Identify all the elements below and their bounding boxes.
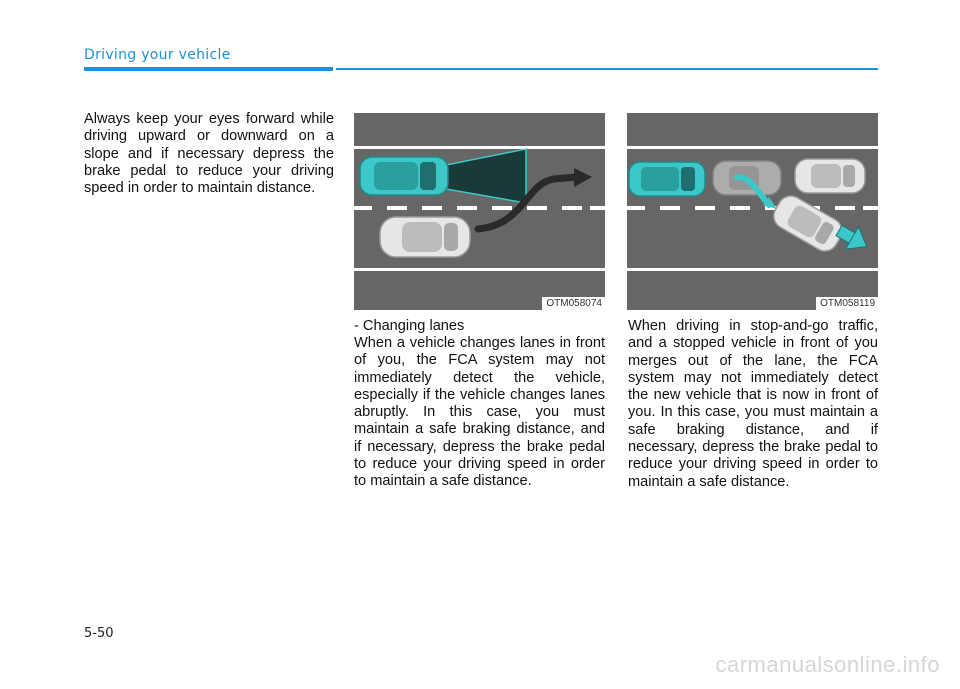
slope-driving-paragraph: Always keep your eyes forward while driving upward or downward on a slope and if necessary depress the brake pedal to reduce your driving speed in order to maintain distance. [84, 111, 334, 197]
lane-edge-bottom [354, 268, 605, 271]
figure-changing-lanes [354, 113, 605, 310]
front-vehicle [795, 159, 865, 193]
road-surface [627, 113, 878, 310]
figure-code: OTM058119 [816, 297, 878, 310]
watermark: carmanualsonline.info [715, 652, 940, 677]
own-vehicle [360, 157, 448, 195]
section-title: Driving your vehicle [84, 47, 231, 63]
page-number: 5-50 [84, 626, 114, 641]
changing-lanes-illustration [354, 113, 605, 310]
lane-edge-top [627, 146, 878, 149]
own-vehicle [629, 162, 705, 196]
header-rule-thick [84, 67, 333, 71]
stop-and-go-paragraph: When driving in stop-and-go traffic, and a stopped vehicle in front of you merges out of the lane, the FCA system may not immediately detect the new vehicle that is now in front of you. In this case, you must maintain a safe braking distance, and if necessary, depress the brake pedal to reduce your driving speed in order to maintain a safe distance. [628, 318, 878, 490]
header-rule-thin [336, 68, 878, 70]
figure-stop-and-go [627, 113, 878, 310]
subheading-changing-lanes: - Changing lanes [354, 318, 465, 334]
lane-edge-bottom [627, 268, 878, 271]
figure-code: OTM058074 [542, 297, 605, 310]
stop-and-go-illustration [627, 113, 878, 310]
road-surface [354, 113, 605, 310]
changing-lanes-vehicle [380, 217, 470, 257]
lane-edge-top [354, 146, 605, 149]
changing-lanes-paragraph: When a vehicle changes lanes in front of you, the FCA system may not immediately detect the vehicle, especially if the vehicle changes lanes abruptly. In this case, you must maintain a safe braking distance, and if necessary, depress the brake pedal to reduce your driving speed in order to maintain a safe distance. [354, 335, 605, 490]
